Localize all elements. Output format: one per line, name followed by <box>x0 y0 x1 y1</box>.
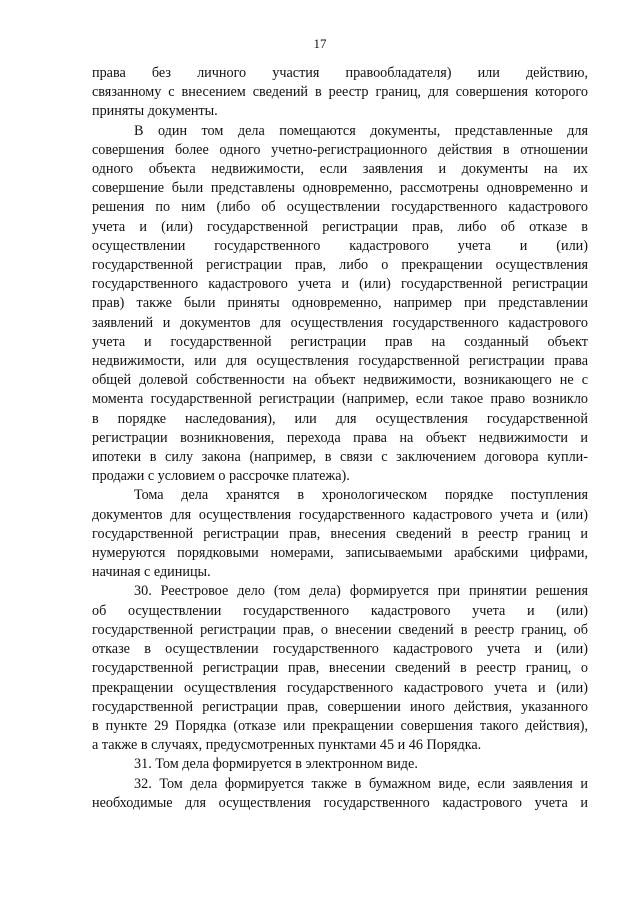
text-line: связанному с внесением сведений в реестр границ, для совершения которого <box>92 84 588 101</box>
text-line: начиная с единицы. <box>92 564 211 581</box>
text-line: продажи с условием о рассрочке платежа). <box>92 468 350 485</box>
text-line: а также в случаях, предусмотренных пунктами 45 и 46 Порядка. <box>92 737 482 754</box>
page-number: 17 <box>313 36 327 51</box>
text-line: одного объекта недвижимости, если заявления и документы на их <box>92 161 588 178</box>
text-line: в пункте 29 Порядка (отказе или прекращении совершения такого действия), <box>92 717 588 734</box>
text-line: 30. Реестровое дело (том дела) формируется при принятии решения <box>134 583 588 600</box>
text-line: государственной регистрации прав, внесении сведений в реестр границ, о <box>92 660 588 677</box>
text-line: заявлений и документов для осуществления государственного кадастрового <box>92 314 588 331</box>
paragraph <box>92 755 588 774</box>
text-line: недвижимости, или для осуществления государственной регистрации права <box>92 353 588 370</box>
text-line: документов для осуществления государственного кадастрового учета и (или) <box>92 506 588 523</box>
text-line: приняты документы. <box>92 103 218 120</box>
text-line: необходимые для осуществления государственного кадастрового учета и <box>92 794 588 811</box>
text-line: совершение были представлены одновременно, рассмотрены одновременно и <box>92 180 588 197</box>
text-line: 32. Том дела формируется также в бумажном виде, если заявления и <box>134 775 588 792</box>
paragraph <box>92 775 588 813</box>
paragraph <box>92 486 588 582</box>
text-line: государственной регистрации прав, о внесении сведений в реестр границ, об <box>92 621 588 638</box>
text-line: об осуществлении государственного кадастрового учета и (или) <box>92 602 588 619</box>
paragraph <box>92 582 588 755</box>
text-line: ипотеки в силу закона (например, в связи с заключением договора купли- <box>92 449 588 466</box>
text-line: осуществлении государственного кадастрового учета и (или) <box>92 237 588 254</box>
text-line: решения по ним (либо об осуществлении государственного кадастрового <box>92 199 588 216</box>
paragraph <box>92 64 588 122</box>
text-line: отказе в осуществлении государственного кадастрового учета и (или) <box>92 641 588 658</box>
text-line: государственной регистрации прав, либо о прекращении осуществления <box>92 257 588 274</box>
text-line: учета и государственной регистрации прав на созданный объект <box>92 333 588 350</box>
text-line: государственной регистрации прав, внесения сведений в реестр границ и <box>92 525 588 542</box>
text-line: в порядке наследования), или для осуществления государственной <box>92 410 588 427</box>
text-line: совершения более одного учетно-регистрационного действия в отношении <box>92 141 588 158</box>
text-line: Тома дела хранятся в хронологическом порядке поступления <box>134 487 588 504</box>
text-line: нумеруются порядковыми номерами, записываемыми арабскими цифрами, <box>92 545 588 562</box>
text-line: государственной регистрации прав, совершении иного действия, указанного <box>92 698 588 715</box>
text-line: момента государственной регистрации (например, если такое право возникло <box>92 391 588 408</box>
document-body <box>92 64 588 813</box>
text-line: В один том дела помещаются документы, представленные для <box>134 122 588 139</box>
paragraph <box>92 122 588 487</box>
text-line: прекращении осуществления государственного кадастрового учета и (или) <box>92 679 588 696</box>
text-line: государственного кадастрового учета и (или) государственной регистрации <box>92 276 588 293</box>
text-line: регистрации возникновения, перехода права на объект недвижимости и <box>92 429 588 446</box>
text-line: учета и (или) государственной регистрации прав, либо об отказе в <box>92 218 588 235</box>
text-line: 31. Том дела формируется в электронном виде. <box>134 756 418 773</box>
text-line: общей долевой собственности на объект недвижимости, возникающего не с <box>92 372 588 389</box>
text-line: прав) также были приняты одновременно, например при представлении <box>92 295 588 312</box>
text-line: права без личного участия правообладателя) или действию, <box>92 65 588 81</box>
